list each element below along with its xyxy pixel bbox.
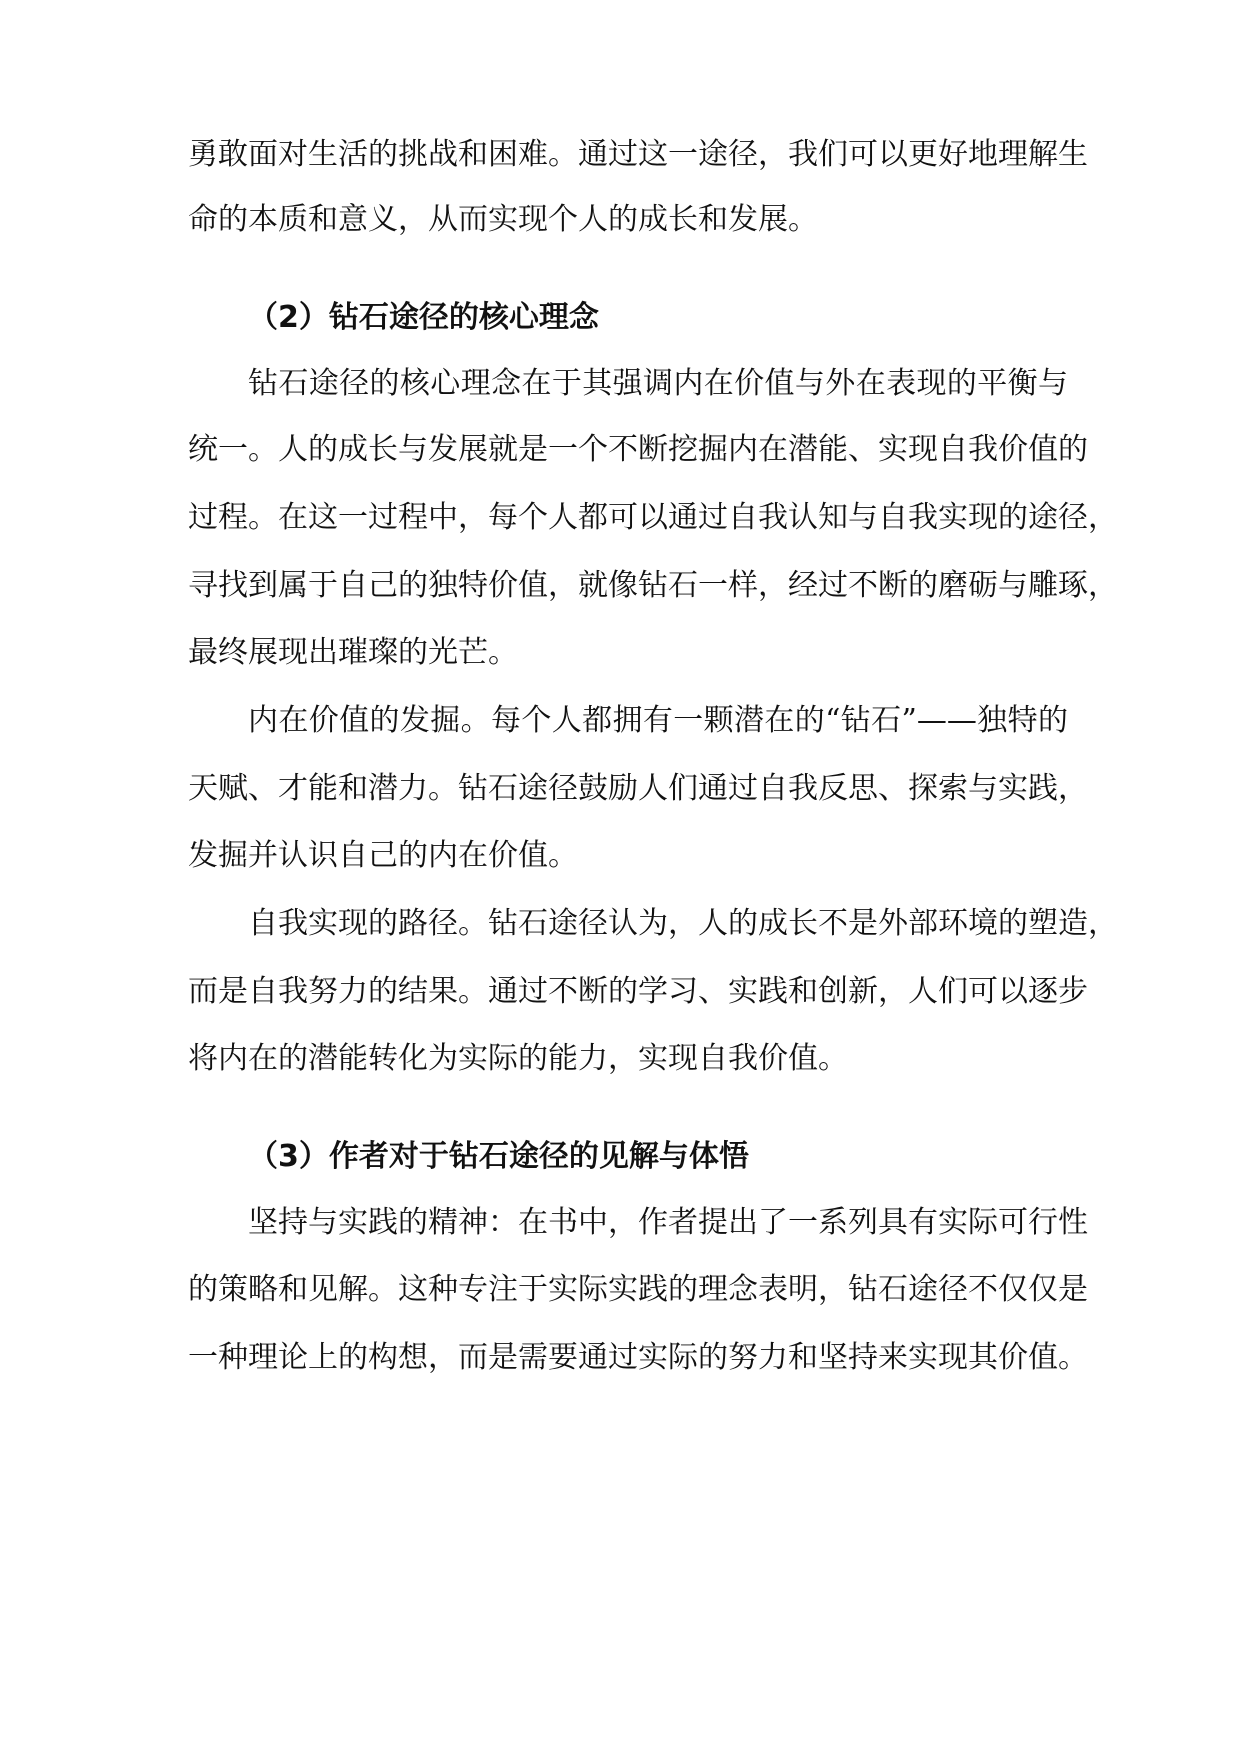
paragraph-line: 发掘并认识自己的内在价值。 xyxy=(188,838,578,873)
paragraph-line: 一种理论上的构想，而是需要通过实际的努力和坚持来实现其价值。 xyxy=(188,1340,1088,1375)
paragraph-line: 钻石途径的核心理念在于其强调内在价值与外在表现的平衡与 xyxy=(248,366,1068,401)
paragraph-line: 最终展现出璀璨的光芒。 xyxy=(188,635,518,670)
section-heading: （3）作者对于钻石途径的见解与体悟 xyxy=(248,1139,749,1174)
paragraph-line: 天赋、才能和潜力。钻石途径鼓励人们通过自我反思、探索与实践， xyxy=(188,771,1088,806)
paragraph-line: 命的本质和意义，从而实现个人的成长和发展。 xyxy=(188,202,818,237)
paragraph-line: 而是自我努力的结果。通过不断的学习、实践和创新，人们可以逐步 xyxy=(188,974,1088,1009)
section-heading: （2）钻石途径的核心理念 xyxy=(248,300,599,335)
paragraph-line: 内在价值的发掘。每个人都拥有一颗潜在的“钻石”——独特的 xyxy=(248,703,1068,738)
paragraph-line: 将内在的潜能转化为实际的能力，实现自我价值。 xyxy=(188,1041,848,1076)
paragraph-line: 统一。人的成长与发展就是一个不断挖掘内在潜能、实现自我价值的 xyxy=(188,432,1088,467)
paragraph-line: 寻找到属于自己的独特价值，就像钻石一样，经过不断的磨砺与雕琢， xyxy=(188,568,1118,603)
paragraph-line: 坚持与实践的精神：在书中，作者提出了一系列具有实际可行性 xyxy=(248,1205,1088,1240)
paragraph-line: 过程。在这一过程中，每个人都可以通过自我认知与自我实现的途径， xyxy=(188,500,1118,535)
paragraph-line: 的策略和见解。这种专注于实际实践的理念表明，钻石途径不仅仅是 xyxy=(188,1272,1088,1307)
paragraph-line: 自我实现的路径。钻石途径认为，人的成长不是外部环境的塑造， xyxy=(248,906,1118,941)
paragraph-line: 勇敢面对生活的挑战和困难。通过这一途径，我们可以更好地理解生 xyxy=(188,137,1088,172)
